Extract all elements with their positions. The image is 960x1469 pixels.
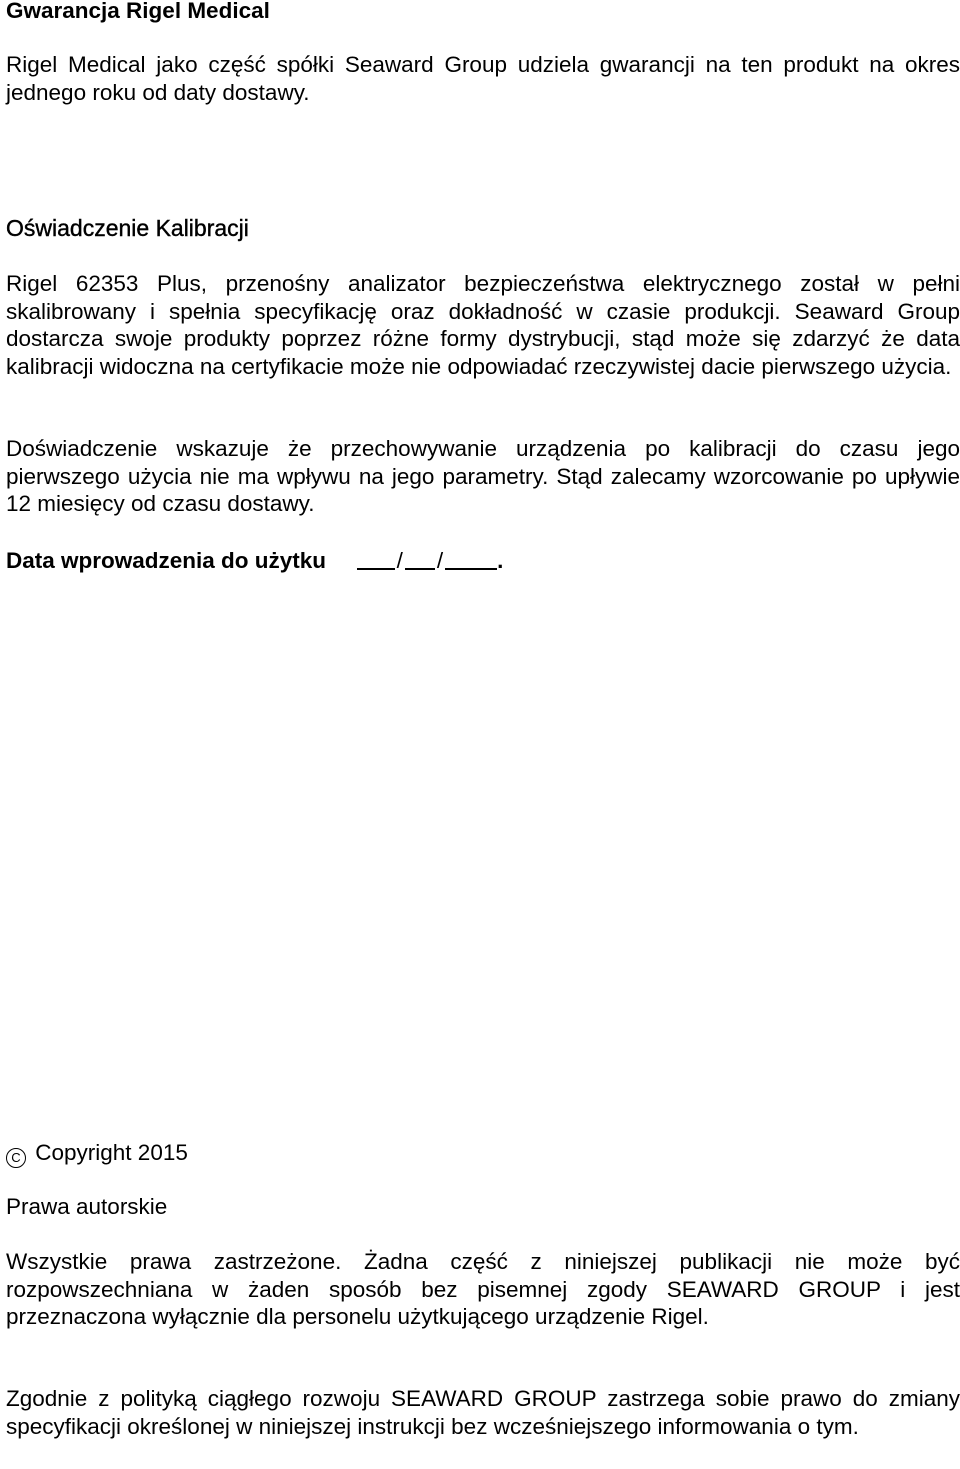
date-year-field	[445, 546, 497, 570]
date-month-field	[405, 546, 435, 570]
warranty-title: Gwarancja Rigel Medical	[6, 0, 270, 23]
copyright-icon: C	[6, 1148, 26, 1168]
calibration-title: Oświadczenie Kalibracji	[6, 215, 249, 241]
date-day-field	[357, 546, 395, 570]
rights-text: Wszystkie prawa zastrzeżone. Żadna część z niniejszej publikacji nie może być rozpowszechniana w żaden sposób bez pisemnej zgody SEAWARD GROUP i jest przeznaczona wyłącznie dla personelu użytkującego urządzenie Rigel.	[6, 1249, 960, 1329]
rights-title: Prawa autorskie	[6, 1194, 168, 1219]
date-of-use-label: Data wprowadzenia do użytku	[6, 548, 327, 573]
date-of-use-line	[6, 544, 960, 575]
calibration-paragraph-2: Doświadczenie wskazuje że przechowywanie urządzenia po kalibracji do czasu jego pierwszego użycia nie ma wpływu na jego parametry. Stąd zalecamy wzorcowanie po upływie 12 miesięcy od czasu dostawy.	[6, 436, 960, 516]
policy-text: Zgodnie z polityką ciągłego rozwoju SEAWARD GROUP zastrzega sobie prawo do zmiany specyfikacji określonej w niniejszej instrukcji bez wcześniejszego informowania o tym.	[6, 1386, 960, 1439]
date-end-mark: .	[497, 548, 504, 573]
date-separator-1: /	[396, 548, 403, 573]
copyright-line	[6, 1139, 960, 1168]
calibration-paragraph-1: Rigel 62353 Plus, przenośny analizator bezpieczeństwa elektrycznego został w pełni skalibrowany i spełnia specyfikację oraz dokładność w czasie produkcji. Seaward Group dostarcza swoje produkty poprzez różne formy dystrybucji, stąd może się zdarzyć że data kalibracji widoczna na certyfikacie może nie odpowiadać rzeczywistej dacie pierwszego użycia.	[6, 271, 960, 379]
copyright-text: Copyright 2015	[35, 1140, 188, 1165]
date-separator-2: /	[436, 548, 444, 573]
document-page	[6, 0, 960, 1469]
warranty-text: Rigel Medical jako część spółki Seaward Group udziela gwarancji na ten produkt na okres jednego roku od daty dostawy.	[6, 52, 960, 105]
